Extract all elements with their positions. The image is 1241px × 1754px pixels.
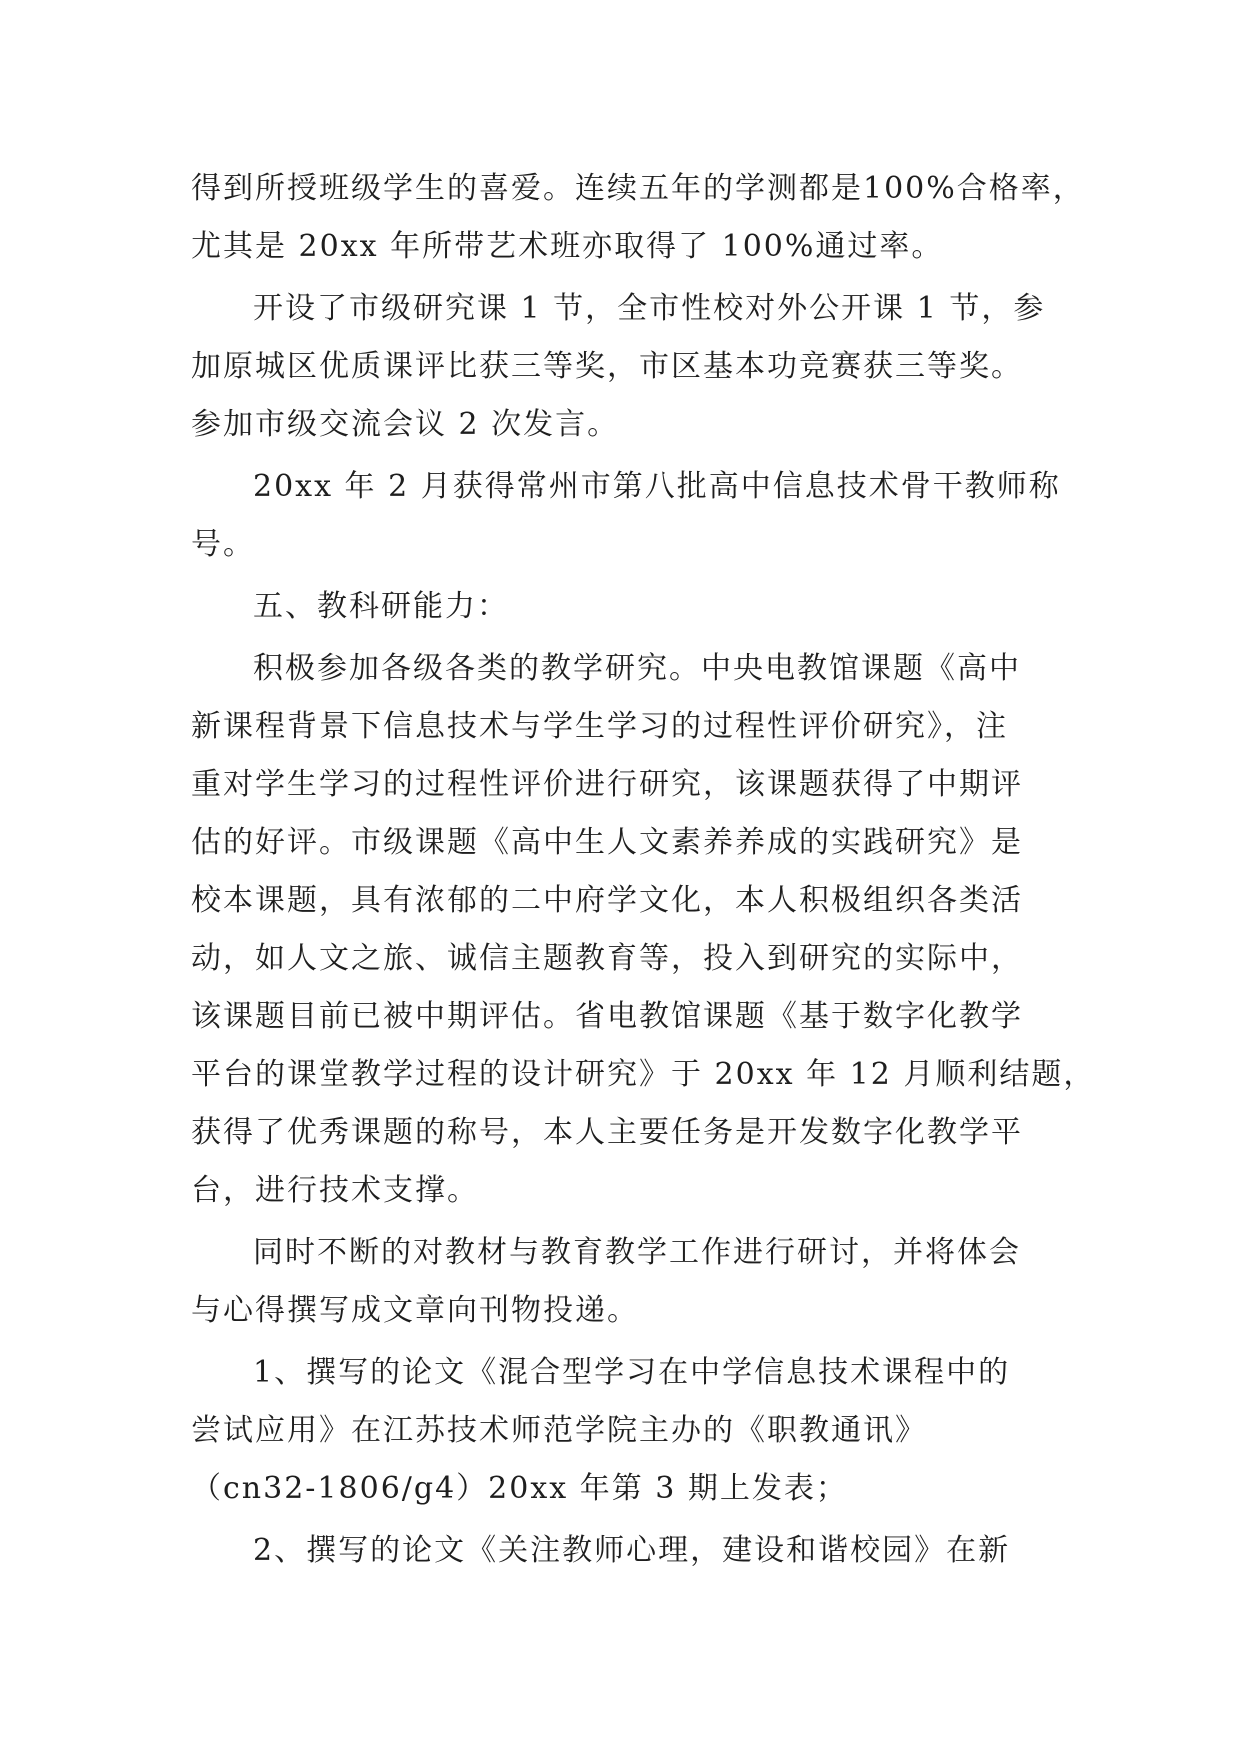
text-line: 该课题目前已被中期评估。省电教馆课题《基于数字化教学 — [191, 999, 1023, 1034]
list-item-2: 2、撰写的论文《关注教师心理，建设和谐校园》在新 — [253, 1533, 1011, 1568]
text-line: 重对学生学习的过程性评价进行研究，该课题获得了中期评 — [191, 767, 1023, 802]
text-line: 获得了优秀课题的称号，本人主要任务是开发数字化教学平 — [191, 1115, 1023, 1150]
paragraph-start-line: 积极参加各级各类的教学研究。中央电教馆课题《高中 — [253, 651, 1021, 686]
text-line: 平台的课堂教学过程的设计研究》于 20xx 年 12 月顺利结题， — [191, 1057, 1096, 1092]
section-heading: 五、教科研能力： — [253, 589, 509, 624]
paragraph-start-line: 开设了市级研究课 1 节，全市性校对外公开课 1 节，参 — [253, 291, 1046, 326]
text-line: （cn32-1806/g4）20xx 年第 3 期上发表； — [191, 1471, 848, 1506]
text-line: 动，如人文之旅、诚信主题教育等，投入到研究的实际中， — [191, 941, 1023, 976]
text-line: 校本课题，具有浓郁的二中府学文化，本人积极组织各类活 — [191, 883, 1023, 918]
text-line: 得到所授班级学生的喜爱。连续五年的学测都是100%合格率， — [191, 171, 1085, 206]
document-body — [191, 160, 1096, 1580]
text-line: 尤其是 20xx 年所带艺术班亦取得了 100%通过率。 — [191, 229, 944, 264]
text-line: 估的好评。市级课题《高中生人文素养养成的实践研究》是 — [191, 825, 1023, 860]
text-line: 台，进行技术支撑。 — [191, 1173, 479, 1208]
text-line: 加原城区优质课评比获三等奖，市区基本功竞赛获三等奖。 — [191, 349, 1023, 384]
text-line: 号。 — [191, 527, 255, 562]
list-item-1: 1、撰写的论文《混合型学习在中学信息技术课程中的 — [253, 1355, 1011, 1390]
paragraph-start-line: 同时不断的对教材与教育教学工作进行研讨，并将体会 — [253, 1235, 1021, 1270]
text-line: 参加市级交流会议 2 次发言。 — [191, 407, 620, 442]
text-line: 尝试应用》在江苏技术师范学院主办的《职教通讯》 — [191, 1413, 927, 1448]
text-line: 新课程背景下信息技术与学生学习的过程性评价研究》，注 — [191, 709, 1008, 744]
text-line: 与心得撰写成文章向刊物投递。 — [191, 1293, 639, 1328]
paragraph-start-line: 20xx 年 2 月获得常州市第八批高中信息技术骨干教师称 — [253, 469, 1061, 504]
